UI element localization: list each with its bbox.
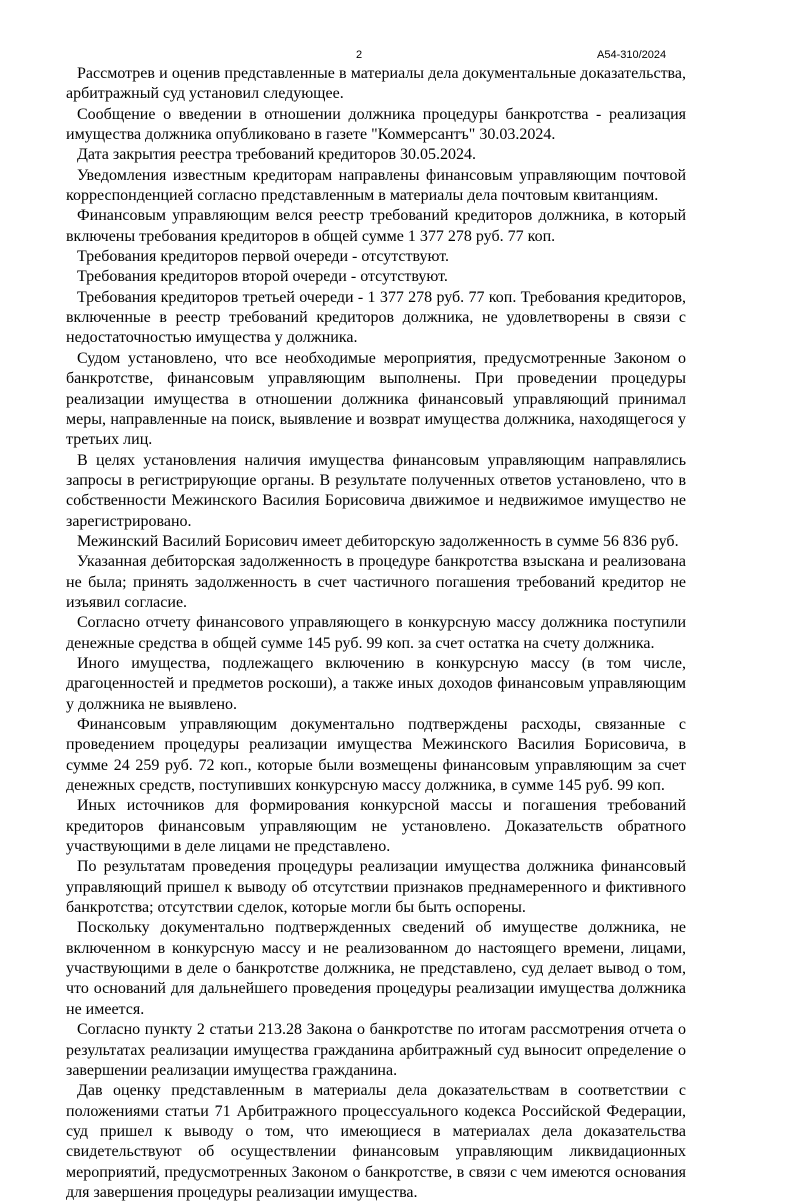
- paragraph: Согласно отчету финансового управляющего в конкурсную массу должника поступили денежные средства в общей сумме 145 руб. 99 коп. за счет остатка на счету должника.: [66, 614, 686, 652]
- paragraph: Требования кредиторов третьей очереди - 1 377 278 руб. 77 коп. Требования кредиторов, включенные в реестр требований кредиторов должника, не удовлетворены в связи с недостаточностью имущества у должника.: [66, 288, 686, 347]
- document-body: [66, 64, 686, 1203]
- paragraph: Согласно пункту 2 статьи 213.28 Закона о банкротстве по итогам рассмотрения отчета о результатах реализации имущества гражданина арбитражный суд выносит определение о завершении реализации имущества гражданина.: [66, 1021, 686, 1079]
- paragraph: Рассмотрев и оценив представленные в материалы дела документальные доказательства, арбитражный суд установил следующее.: [66, 65, 686, 103]
- case-number: А54-310/2024: [597, 49, 667, 61]
- paragraph: Иного имущества, подлежащего включению в конкурсную массу (в том числе, драгоценностей и предметов роскоши), а также иных доходов финансовым управляющим у должника не выявлено.: [66, 654, 686, 713]
- paragraph: Дав оценку представленным в материалы дела доказательствам в соответствии с положениями статьи 71 Арбитражного процессуального кодекса Российской Федерации, суд пришел к выводу о том, что имеющиеся в материалах дела доказательства свидетельствуют об осуществлении финансовым управляющим ликвидационных мероприятий, предусмотренных Законом о банкротстве, в связи с чем имеются основания для завершения процедуры реализации имущества.: [66, 1082, 686, 1201]
- paragraph: Межинский Василий Борисович имеет дебиторскую задолженность в сумме 56 836 руб.: [77, 532, 679, 550]
- paragraph: В целях установления наличия имущества финансовым управляющим направлялись запросы в регистрирующие органы. В результате полученных ответов установлено, что в собственности Межинского Василия Борисовича движимое и недвижимое имущество не зарегистрировано.: [66, 451, 686, 530]
- paragraph: Иных источников для формирования конкурсной массы и погашения требований кредиторов финансовым управляющим не установлено. Доказательств обратного участвующими в деле лицами не представлено.: [66, 797, 686, 856]
- paragraph: По результатам проведения процедуры реализации имущества должника финансовый управляющий пришел к выводу об отсутствии признаков преднамеренного и фиктивного банкротства; отсутствии сделок, которые могли бы быть оспорены.: [66, 858, 686, 917]
- paragraph: Финансовым управляющим документально подтверждены расходы, связанные с проведением процедуры реализации имущества Межинского Василия Борисовича, в сумме 24 259 руб. 72 коп., которые были возмещены финансовым управляющим за счет денежных средств, поступивших конкурсную массу должника, в сумме 145 руб. 99 коп.: [66, 716, 686, 795]
- paragraph: Указанная дебиторская задолженность в процедуре банкротства взыскана и реализована не была; принять задолженность в счет частичного погашения требований кредитор не изъявил согласие.: [66, 553, 686, 611]
- paragraph: Уведомления известным кредиторам направлены финансовым управляющим почтовой корреспонденцией согласно представленным в материалы дела почтовым квитанциям.: [66, 166, 686, 205]
- paragraph: Сообщение о введении в отношении должника процедуры банкротства - реализация имущества должника опубликовано в газете "Коммерсантъ" 30.03.2024.: [66, 105, 686, 144]
- page-header: [0, 46, 800, 66]
- paragraph: Поскольку документально подтвержденных сведений об имуществе должника, не включенном в конкурсную массу и не реализованном до настоящего времени, лицами, участвующими в деле о банкротстве должника, не представлено, суд делает вывод о том, что оснований для дальнейшего проведения процедуры реализации имущества должника не имеется.: [66, 919, 686, 1018]
- paragraph: Требования кредиторов первой очереди - отсутствуют.: [77, 248, 450, 266]
- paragraph: Требования кредиторов второй очереди - отсутствуют.: [77, 268, 448, 286]
- paragraph: Финансовым управляющим велся реестр требований кредиторов должника, в который включены требования кредиторов в общей сумме 1 377 278 руб. 77 коп.: [66, 207, 686, 245]
- page-number: 2: [356, 49, 363, 61]
- paragraph: Судом установлено, что все необходимые мероприятия, предусмотренные Законом о банкротстве, финансовым управляющим выполнены. При проведении процедуры реализации имущества в отношении должника финансовый управляющий принимал меры, направленные на поиск, выявление и возврат имущества должника, находящегося у третьих лиц.: [66, 349, 686, 449]
- paragraph: Дата закрытия реестра требований кредиторов 30.05.2024.: [77, 146, 477, 164]
